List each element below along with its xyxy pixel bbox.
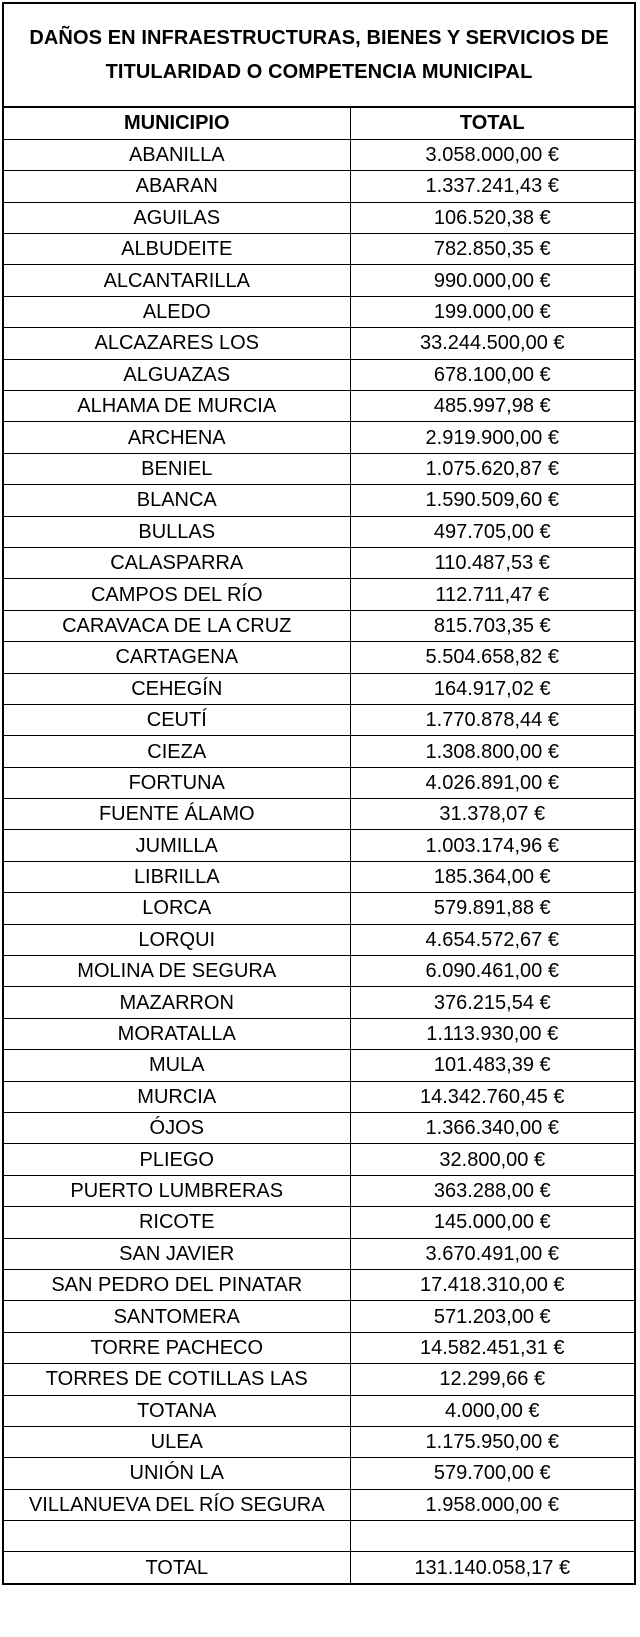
table-row (4, 516, 634, 547)
table-row (4, 328, 634, 359)
municipio-cell: FORTUNA (4, 767, 350, 798)
table-row (4, 861, 634, 892)
municipio-cell: ALBUDEITE (4, 234, 350, 265)
total-cell: 112.711,47 € (350, 579, 634, 610)
total-cell: 4.000,00 € (350, 1395, 634, 1426)
total-cell: 1.590.509,60 € (350, 485, 634, 516)
municipio-cell: ÓJOS (4, 1113, 350, 1144)
header-row (4, 108, 634, 139)
municipio-cell: TORRES DE COTILLAS LAS (4, 1364, 350, 1395)
total-cell: 31.378,07 € (350, 799, 634, 830)
table-row (4, 1489, 634, 1520)
table-row (4, 359, 634, 390)
municipio-cell: CARTAGENA (4, 642, 350, 673)
total-cell: 1.003.174,96 € (350, 830, 634, 861)
total-cell: 14.582.451,31 € (350, 1332, 634, 1363)
total-cell: 199.000,00 € (350, 296, 634, 327)
municipio-cell: ALEDO (4, 296, 350, 327)
municipio-cell: LORCA (4, 893, 350, 924)
total-cell: 497.705,00 € (350, 516, 634, 547)
table-row (4, 234, 634, 265)
total-cell: 12.299,66 € (350, 1364, 634, 1395)
total-cell: 376.215,54 € (350, 987, 634, 1018)
municipio-cell: ABARAN (4, 171, 350, 202)
table-row (4, 579, 634, 610)
table-row (4, 1364, 634, 1395)
damages-sheet (2, 2, 636, 1585)
blank-cell (350, 1521, 634, 1552)
table-row (4, 296, 634, 327)
table-row (4, 1395, 634, 1426)
damages-table (4, 108, 634, 1583)
table-row (4, 956, 634, 987)
table-row (4, 799, 634, 830)
table-row (4, 1332, 634, 1363)
table-row (4, 547, 634, 578)
municipio-cell: UNIÓN LA (4, 1458, 350, 1489)
total-cell: 164.917,02 € (350, 673, 634, 704)
municipio-cell: CIEZA (4, 736, 350, 767)
header-municipio: MUNICIPIO (4, 108, 350, 139)
table-row (4, 1081, 634, 1112)
table-row (4, 1269, 634, 1300)
municipio-cell: LIBRILLA (4, 861, 350, 892)
table-title (4, 4, 634, 108)
table-row (4, 1458, 634, 1489)
total-cell: 5.504.658,82 € (350, 642, 634, 673)
table-row (4, 1207, 634, 1238)
total-cell: 4.026.891,00 € (350, 767, 634, 798)
header-total: TOTAL (350, 108, 634, 139)
total-cell: 110.487,53 € (350, 547, 634, 578)
total-cell: 815.703,35 € (350, 610, 634, 641)
municipio-cell: MULA (4, 1050, 350, 1081)
total-cell: 6.090.461,00 € (350, 956, 634, 987)
table-row (4, 893, 634, 924)
municipio-cell: ALCAZARES LOS (4, 328, 350, 359)
municipio-cell: ULEA (4, 1426, 350, 1457)
table-row (4, 1238, 634, 1269)
total-cell: 185.364,00 € (350, 861, 634, 892)
municipio-cell: ABANILLA (4, 139, 350, 170)
municipio-cell: FUENTE ÁLAMO (4, 799, 350, 830)
table-row (4, 1113, 634, 1144)
municipio-cell: VILLANUEVA DEL RÍO SEGURA (4, 1489, 350, 1520)
municipio-cell: TORRE PACHECO (4, 1332, 350, 1363)
total-cell: 1.366.340,00 € (350, 1113, 634, 1144)
total-cell: 1.113.930,00 € (350, 1018, 634, 1049)
municipio-cell: PLIEGO (4, 1144, 350, 1175)
table-row (4, 673, 634, 704)
total-cell: 17.418.310,00 € (350, 1269, 634, 1300)
table-row (4, 265, 634, 296)
table-row (4, 830, 634, 861)
total-cell: 1.075.620,87 € (350, 453, 634, 484)
municipio-cell: ARCHENA (4, 422, 350, 453)
total-cell: 363.288,00 € (350, 1175, 634, 1206)
municipio-cell: SAN JAVIER (4, 1238, 350, 1269)
table-row (4, 171, 634, 202)
total-cell: 101.483,39 € (350, 1050, 634, 1081)
table-row (4, 1144, 634, 1175)
municipio-cell: MOLINA DE SEGURA (4, 956, 350, 987)
table-row (4, 642, 634, 673)
table-row (4, 736, 634, 767)
municipio-cell: BENIEL (4, 453, 350, 484)
total-cell: 1.770.878,44 € (350, 704, 634, 735)
municipio-cell: BULLAS (4, 516, 350, 547)
total-cell: 1.308.800,00 € (350, 736, 634, 767)
blank-cell (4, 1521, 350, 1552)
table-row (4, 767, 634, 798)
total-cell: 106.520,38 € (350, 202, 634, 233)
municipio-cell: TOTANA (4, 1395, 350, 1426)
table-row (4, 1301, 634, 1332)
title-line-1: DAÑOS EN INFRAESTRUCTURAS, BIENES Y SERVICIOS DE (29, 27, 609, 49)
total-cell: 571.203,00 € (350, 1301, 634, 1332)
table-row (4, 1175, 634, 1206)
table-row (4, 987, 634, 1018)
total-cell: 579.700,00 € (350, 1458, 634, 1489)
total-row (4, 1552, 634, 1583)
total-cell: 990.000,00 € (350, 265, 634, 296)
municipio-cell: AGUILAS (4, 202, 350, 233)
table-row (4, 422, 634, 453)
total-cell: 678.100,00 € (350, 359, 634, 390)
municipio-cell: CARAVACA DE LA CRUZ (4, 610, 350, 641)
table-row (4, 485, 634, 516)
table-row (4, 453, 634, 484)
table-row (4, 1050, 634, 1081)
table-row (4, 391, 634, 422)
total-cell: 3.058.000,00 € (350, 139, 634, 170)
municipio-cell: JUMILLA (4, 830, 350, 861)
total-cell: 14.342.760,45 € (350, 1081, 634, 1112)
municipio-cell: CEHEGÍN (4, 673, 350, 704)
table-row (4, 704, 634, 735)
table-row (4, 202, 634, 233)
blank-row (4, 1521, 634, 1552)
municipio-cell: SANTOMERA (4, 1301, 350, 1332)
municipio-cell: CAMPOS DEL RÍO (4, 579, 350, 610)
municipio-cell: SAN PEDRO DEL PINATAR (4, 1269, 350, 1300)
municipio-cell: MORATALLA (4, 1018, 350, 1049)
total-value: 131.140.058,17 € (350, 1552, 634, 1583)
total-cell: 1.337.241,43 € (350, 171, 634, 202)
total-cell: 145.000,00 € (350, 1207, 634, 1238)
table-row (4, 1018, 634, 1049)
total-cell: 579.891,88 € (350, 893, 634, 924)
municipio-cell: MAZARRON (4, 987, 350, 1018)
title-line-2: TITULARIDAD O COMPETENCIA MUNICIPAL (105, 61, 533, 83)
table-row (4, 924, 634, 955)
municipio-cell: RICOTE (4, 1207, 350, 1238)
total-cell: 485.997,98 € (350, 391, 634, 422)
municipio-cell: CEUTÍ (4, 704, 350, 735)
municipio-cell: CALASPARRA (4, 547, 350, 578)
total-cell: 4.654.572,67 € (350, 924, 634, 955)
total-cell: 2.919.900,00 € (350, 422, 634, 453)
total-cell: 33.244.500,00 € (350, 328, 634, 359)
table-row (4, 139, 634, 170)
total-cell: 1.958.000,00 € (350, 1489, 634, 1520)
total-cell: 3.670.491,00 € (350, 1238, 634, 1269)
total-label: TOTAL (4, 1552, 350, 1583)
total-cell: 1.175.950,00 € (350, 1426, 634, 1457)
municipio-cell: LORQUI (4, 924, 350, 955)
municipio-cell: BLANCA (4, 485, 350, 516)
municipio-cell: ALGUAZAS (4, 359, 350, 390)
municipio-cell: MURCIA (4, 1081, 350, 1112)
municipio-cell: ALCANTARILLA (4, 265, 350, 296)
municipio-cell: PUERTO LUMBRERAS (4, 1175, 350, 1206)
table-row (4, 610, 634, 641)
total-cell: 782.850,35 € (350, 234, 634, 265)
total-cell: 32.800,00 € (350, 1144, 634, 1175)
municipio-cell: ALHAMA DE MURCIA (4, 391, 350, 422)
table-row (4, 1426, 634, 1457)
